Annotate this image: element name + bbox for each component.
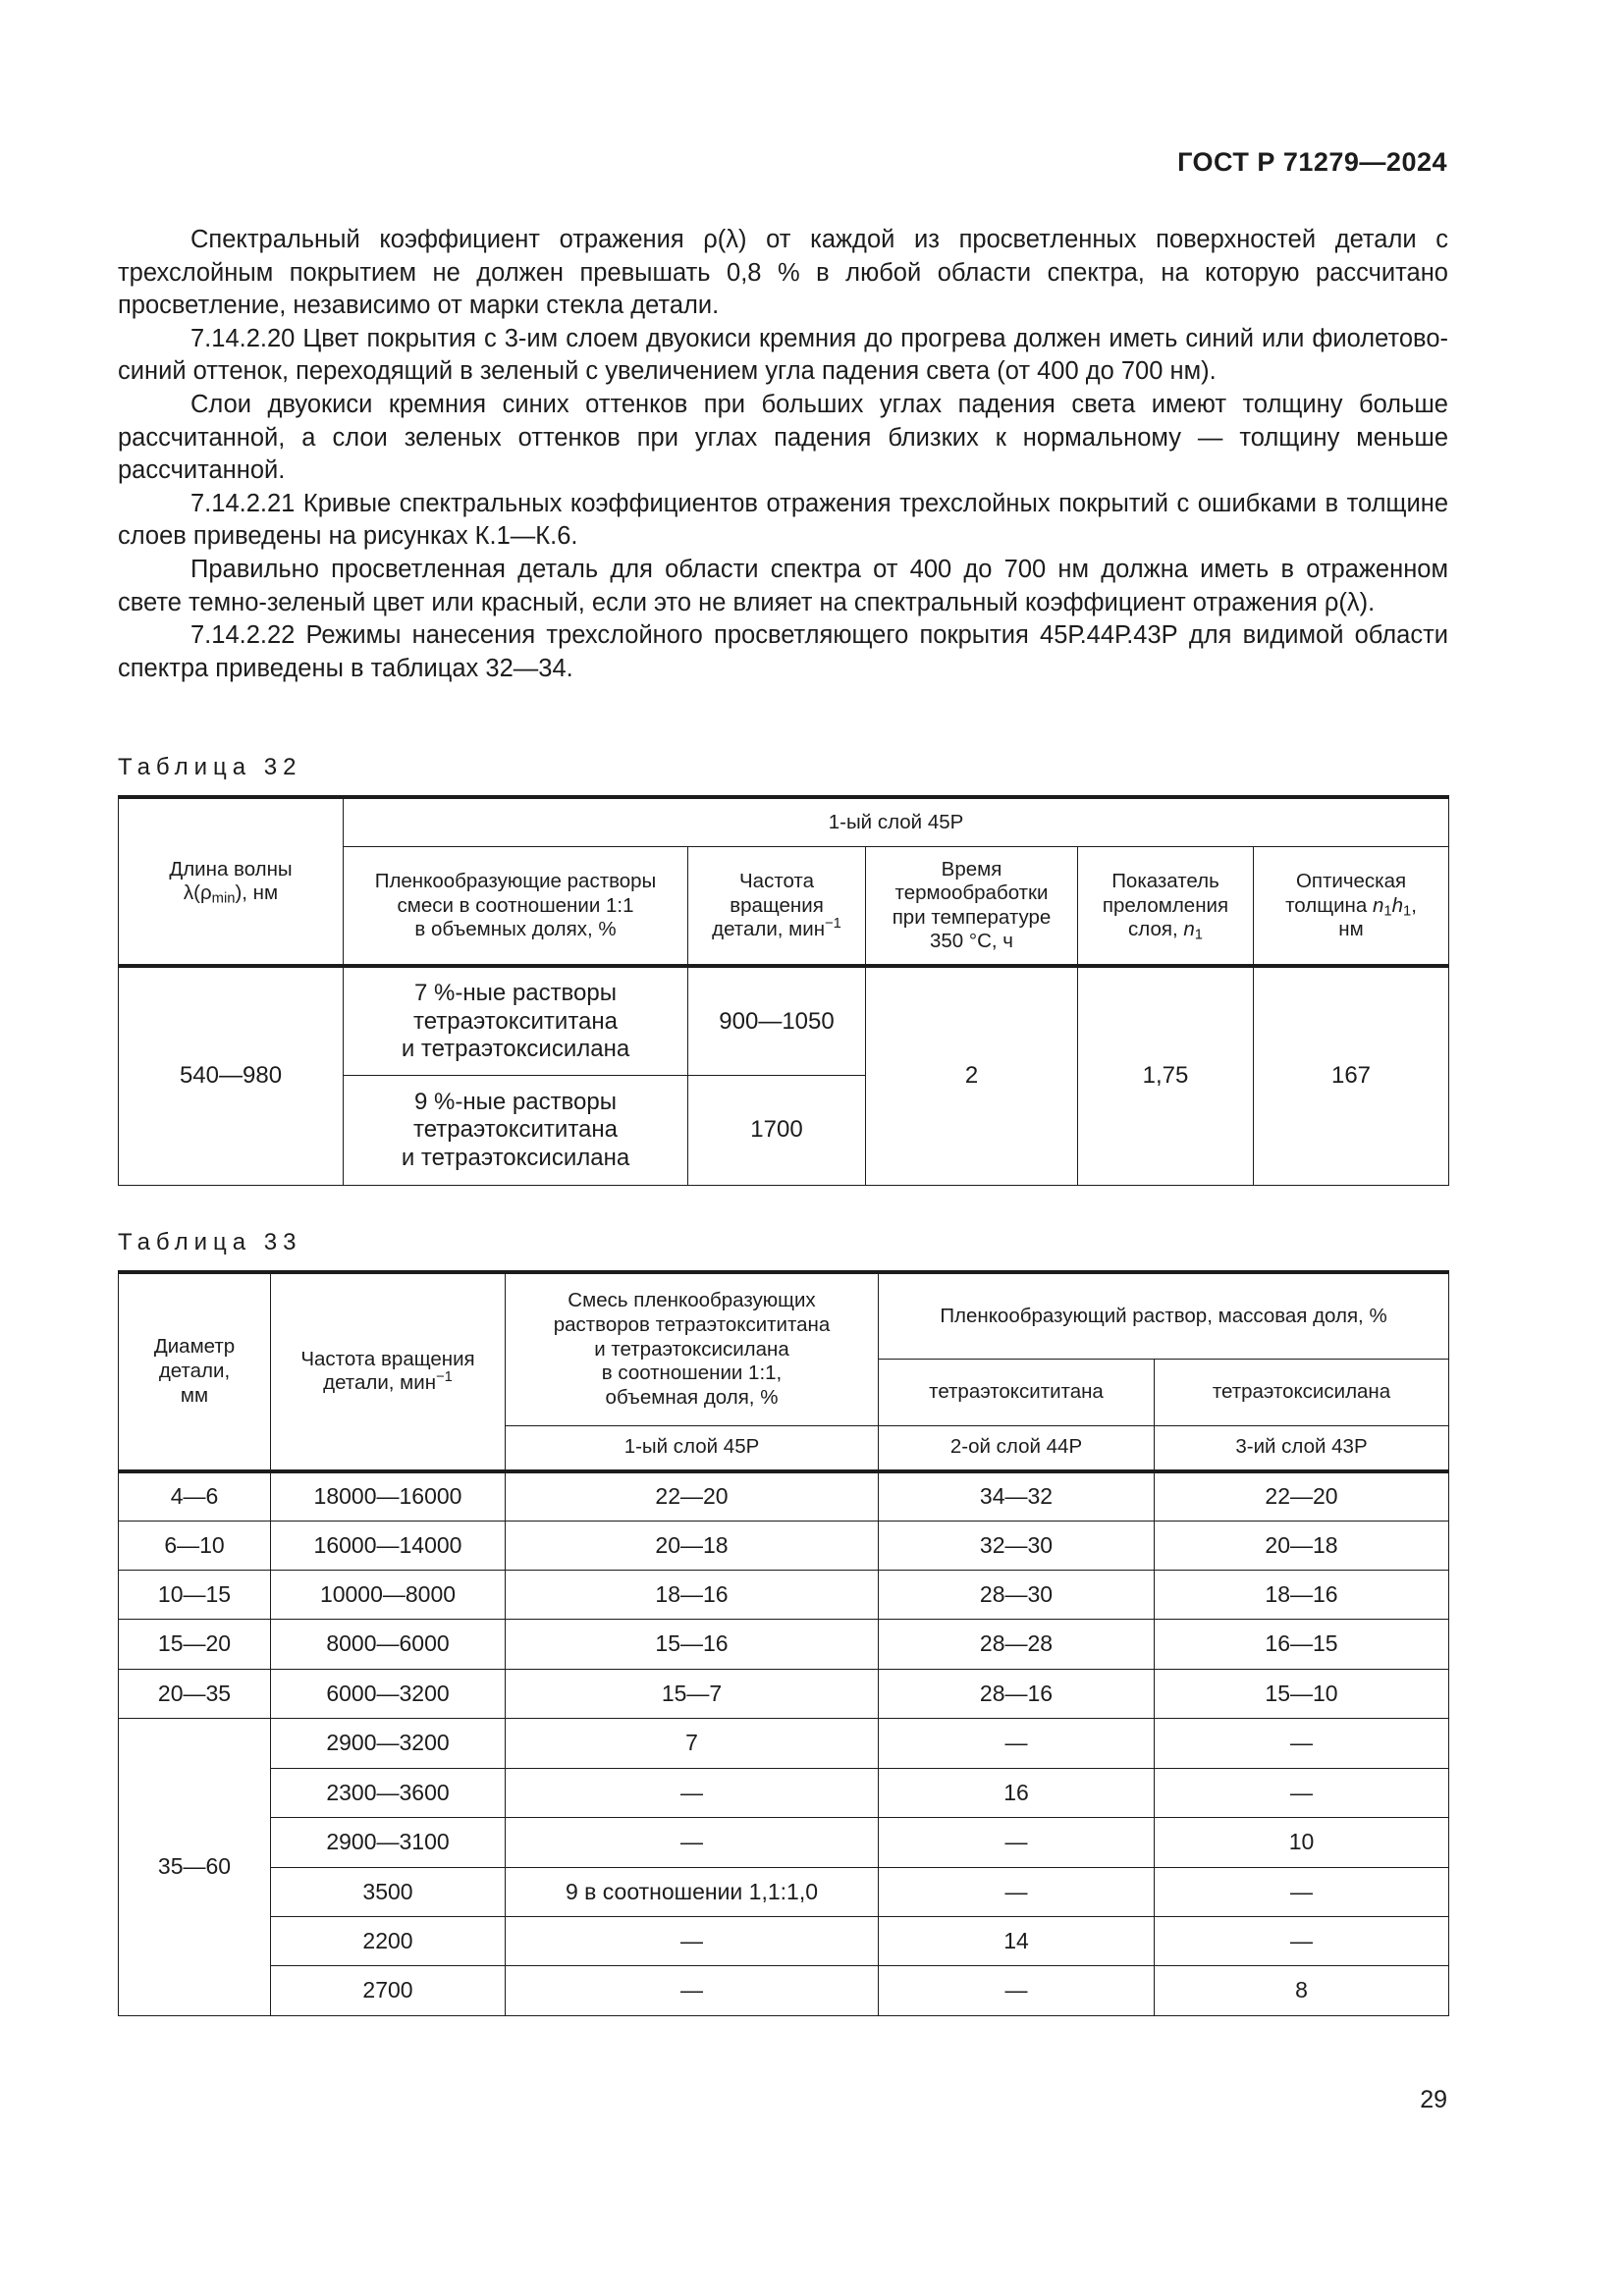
silan-cell: — (1155, 1768, 1449, 1817)
page-number: 29 (1420, 2086, 1447, 2113)
titan-cell: — (879, 1719, 1155, 1768)
rotation-cell: 6000—3200 (271, 1669, 506, 1718)
mixture-cell: 7 (506, 1719, 879, 1768)
rotation-cell: 8000—6000 (271, 1620, 506, 1669)
mixture-cell: — (506, 1768, 879, 1817)
diameter-header: Диаметр детали, мм (119, 1272, 271, 1471)
document-number: ГОСТ Р 71279—2024 (1177, 147, 1447, 177)
mixture-cell: — (506, 1966, 879, 2016)
diameter-cell: 15—20 (119, 1620, 271, 1669)
rotation-cell: 2900—3100 (271, 1818, 506, 1867)
index-cell: 1,75 (1078, 966, 1254, 1185)
wavelength-cell: 540—980 (119, 966, 344, 1185)
thickness-cell: 167 (1254, 966, 1449, 1185)
diameter-cell: 6—10 (119, 1521, 271, 1570)
table-row (119, 1521, 1449, 1570)
wavelength-header: Длина волны $\lambda(\rho_{min})$, нм (119, 797, 344, 966)
rotation-cell: 16000—14000 (271, 1521, 506, 1570)
table-row (119, 1719, 1449, 1768)
film-solution-header: Пленкообразующий раствор, массовая доля, % (879, 1272, 1449, 1360)
layer-group-header: 1-ый слой 45Р (344, 797, 1449, 847)
mixture-cell: 20—18 (506, 1521, 879, 1570)
mixture-cell: 9 в соотношении 1,1:1,0 (506, 1867, 879, 1916)
rotation-cell: 2700 (271, 1966, 506, 2016)
table-33 (118, 1270, 1449, 2016)
diameter-cell: 10—15 (119, 1571, 271, 1620)
table-row (119, 1571, 1449, 1620)
rotation-cell: 1700 (688, 1076, 866, 1186)
paragraph: Слои двуокиси кремния синих оттенков при больших углах падения света имеют толщину больше рассчитанной, а слои зеленых оттенков при углах падения близких к нормальному — толщину меньше рассчитанной. (118, 390, 1448, 485)
rotation-cell: 2900—3200 (271, 1719, 506, 1768)
silan-cell: — (1155, 1719, 1449, 1768)
silan-cell: 16—15 (1155, 1620, 1449, 1669)
silan-cell: 18—16 (1155, 1571, 1449, 1620)
rotation-cell: 2200 (271, 1917, 506, 1966)
titan-cell: — (879, 1818, 1155, 1867)
silan-cell: 8 (1155, 1966, 1449, 2016)
silan-cell: 15—10 (1155, 1669, 1449, 1718)
rotation-cell: 10000—8000 (271, 1571, 506, 1620)
solutions-header: Пленкообразующие растворы смеси в соотношении 1:1 в объемных долях, % (344, 847, 688, 967)
table-row (119, 1471, 1449, 1521)
mixture-cell: 22—20 (506, 1471, 879, 1521)
rotation-header: Частота вращения детали, мин$^{-1}$ (271, 1272, 506, 1471)
body-text (118, 224, 1448, 685)
rotation-cell: 900—1050 (688, 966, 866, 1076)
diameter-cell: 35—60 (119, 1719, 271, 2016)
titan-cell: 28—30 (879, 1571, 1155, 1620)
titan-cell: 16 (879, 1768, 1155, 1817)
time-cell: 2 (866, 966, 1078, 1185)
table-row (119, 1818, 1449, 1867)
table-row (119, 1867, 1449, 1916)
titan-cell: 28—16 (879, 1669, 1155, 1718)
solution-cell: 9 %-ные растворы тетраэтоксититана и тетраэтоксисилана (344, 1076, 688, 1186)
paragraph: 7.14.2.22 Режимы нанесения трехслойного просветляющего покрытия 45Р.44Р.43Р для видимой области спектра приведены в таблицах 32—34. (118, 621, 1448, 682)
titan-cell: — (879, 1867, 1155, 1916)
table-row (119, 1917, 1449, 1966)
titan-cell: 14 (879, 1917, 1155, 1966)
mixture-cell: — (506, 1818, 879, 1867)
titan-cell: 32—30 (879, 1521, 1155, 1570)
mixture-cell: 18—16 (506, 1571, 879, 1620)
table-33-caption: Таблица 33 (118, 1229, 302, 1255)
table-row (119, 1620, 1449, 1669)
layer-1-header: 1-ый слой 45Р (506, 1425, 879, 1470)
table-32 (118, 795, 1449, 1186)
rotation-cell: 3500 (271, 1867, 506, 1916)
titan-header: тетраэтоксититана (879, 1360, 1155, 1426)
optical-thickness-header: Оптическая толщина $n_1h_1$, нм (1254, 847, 1449, 967)
rotation-header: Частота вращения детали, мин$^{-1}$ (688, 847, 866, 967)
silan-cell: — (1155, 1917, 1449, 1966)
layer-3-header: 3-ий слой 43Р (1155, 1425, 1449, 1470)
rotation-cell: 2300—3600 (271, 1768, 506, 1817)
mixture-cell: — (506, 1917, 879, 1966)
paragraph: 7.14.2.20 Цвет покрытия с 3-им слоем двуокиси кремния до прогрева должен иметь синий или фиолетово-синий оттенок, переходящий в зеленый с увеличением угла падения света (от 400 до 700 нм). (118, 324, 1448, 386)
diameter-cell: 20—35 (119, 1669, 271, 1718)
rotation-cell: 18000—16000 (271, 1471, 506, 1521)
diameter-cell: 4—6 (119, 1471, 271, 1521)
mixture-cell: 15—16 (506, 1620, 879, 1669)
table-32-caption: Таблица 32 (118, 754, 302, 780)
titan-cell: 34—32 (879, 1471, 1155, 1521)
heat-treatment-time-header: Время термообработки при температуре 350 °С, ч (866, 847, 1078, 967)
paragraph: Спектральный коэффициент отражения ρ(λ) от каждой из просветленных поверхностей детали с трехслойным покрытием не должен превышать 0,8 % в любой области спектра, на которую рассчитано просветление, независимо от марки стекла детали. (118, 226, 1448, 320)
refractive-index-header: Показатель преломления слоя, $n_1$ (1078, 847, 1254, 967)
silan-cell: 20—18 (1155, 1521, 1449, 1570)
silan-header: тетраэтоксисилана (1155, 1360, 1449, 1426)
silan-cell: 10 (1155, 1818, 1449, 1867)
paragraph: 7.14.2.21 Кривые спектральных коэффициентов отражения трехслойных покрытий с ошибками в толщине слоев приведены на рисунках К.1—К.6. (118, 489, 1448, 551)
paragraph: Правильно просветленная деталь для области спектра от 400 до 700 нм должна иметь в отраженном свете темно-зеленый цвет или красный, если это не влияет на спектральный коэффициент отражения ρ(λ). (118, 555, 1448, 616)
table-row (119, 1669, 1449, 1718)
table-row (119, 1966, 1449, 2016)
silan-cell: 22—20 (1155, 1471, 1449, 1521)
silan-cell: — (1155, 1867, 1449, 1916)
solution-cell: 7 %-ные растворы тетраэтоксититана и тетраэтоксисилана (344, 966, 688, 1076)
titan-cell: — (879, 1966, 1155, 2016)
mixture-cell: 15—7 (506, 1669, 879, 1718)
mixture-header: Смесь пленкообразующих растворов тетраэтоксититана и тетраэтоксисилана в соотношении 1:1, объемная доля, % (506, 1272, 879, 1425)
table-row (119, 1768, 1449, 1817)
titan-cell: 28—28 (879, 1620, 1155, 1669)
layer-2-header: 2-ой слой 44Р (879, 1425, 1155, 1470)
